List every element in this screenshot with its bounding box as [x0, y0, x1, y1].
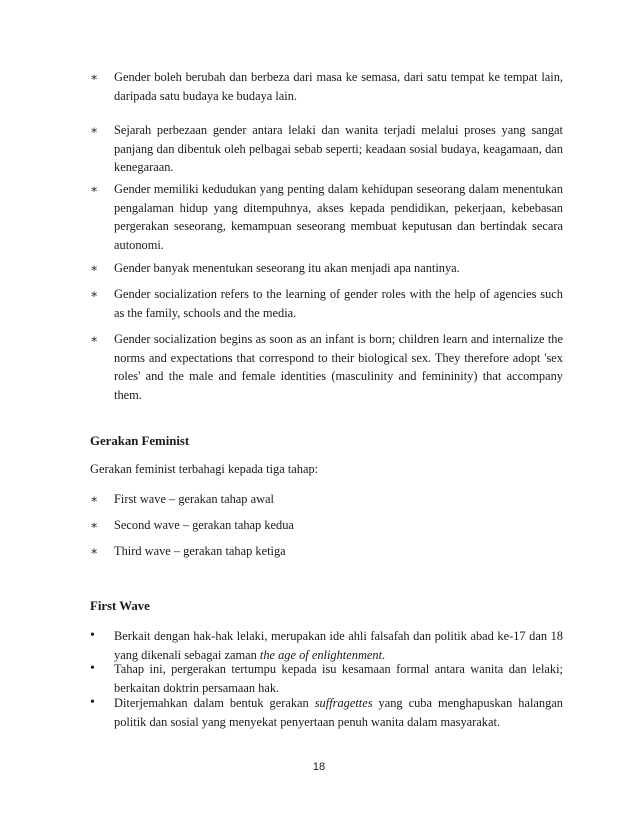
asterisk-bullet-icon: ∗	[90, 123, 99, 137]
list-item-text: Second wave – gerakan tahap kedua	[114, 518, 294, 532]
text-run: Berkait dengan hak-hak lelaki, merupakan ide ahli falsafah dan politik abad ke-17 dan 18 yang dikenali sebagai zaman	[114, 629, 563, 662]
list-item-text	[114, 694, 563, 731]
list-item-text: Gender memiliki kedudukan yang penting dalam kehidupan seseorang dalam menentukan pengalaman hidup yang ditempuhnya, akses kepada pendidikan, pekerjaan, kebebasan pergerakan seseorang, kemampuan seseorang membuat keputusan dan bertindak secara autonomi.	[114, 182, 563, 252]
section-heading: First Wave	[90, 599, 150, 613]
list-item	[90, 490, 563, 509]
asterisk-bullet-icon: ∗	[90, 332, 99, 346]
list-item	[90, 68, 563, 105]
asterisk-bullet-icon: ∗	[90, 544, 99, 558]
asterisk-bullet-icon: ∗	[90, 492, 99, 506]
list-item-text: Tahap ini, pergerakan tertumpu kepada isu kesamaan formal antara wanita dan lelaki; berkaitan doktrin persamaan hak.	[114, 662, 563, 695]
list-item-text	[114, 627, 563, 664]
list-item	[90, 330, 563, 404]
italic-term: suffragettes	[314, 696, 373, 710]
list-item-text: Gender banyak menentukan seseorang itu akan menjadi apa nantinya.	[114, 261, 460, 275]
list-item	[90, 694, 563, 731]
list-item-text: Gender socialization refers to the learning of gender roles with the help of agencies such as the family, schools and the media.	[114, 287, 563, 320]
list-item	[90, 285, 563, 322]
dot-bullet-icon: •	[90, 695, 95, 710]
asterisk-bullet-icon: ∗	[90, 518, 99, 532]
list-item	[90, 660, 563, 697]
asterisk-bullet-icon: ∗	[90, 261, 99, 275]
text-run: yang cuba menghapuskan halangan politik dan sosial yang menyekat penyertaan penuh wanita dalam masyarakat.	[114, 696, 563, 729]
asterisk-bullet-icon: ∗	[90, 182, 99, 196]
intro-paragraph: Gerakan feminist terbahagi kepada tiga tahap:	[90, 462, 319, 476]
italic-term: the age of enlightenment	[259, 647, 383, 662]
asterisk-bullet-icon: ∗	[90, 70, 99, 84]
page-number: 18	[312, 761, 326, 773]
text-run: .	[382, 647, 386, 662]
list-item	[90, 542, 563, 561]
list-item-text: First wave – gerakan tahap awal	[114, 492, 274, 506]
list-item	[90, 121, 563, 177]
dot-bullet-icon: •	[90, 628, 95, 643]
list-item-text: Sejarah perbezaan gender antara lelaki dan wanita terjadi melalui proses yang sangat panjang dan dibentuk oleh pelbagai sebab seperti; keadaan sosial budaya, keagamaan, dan kenegaraan.	[114, 123, 563, 174]
section-heading: Gerakan Feminist	[90, 434, 190, 448]
list-item-text: Third wave – gerakan tahap ketiga	[114, 544, 286, 558]
asterisk-bullet-icon: ∗	[90, 287, 99, 301]
list-item	[90, 516, 563, 535]
list-item	[90, 180, 563, 254]
list-item	[90, 259, 563, 278]
list-item-text: Gender boleh berubah dan berbeza dari masa ke semasa, dari satu tempat ke tempat lain, daripada satu budaya ke budaya lain.	[114, 70, 563, 103]
list-item	[90, 627, 563, 664]
dot-bullet-icon: •	[90, 661, 95, 676]
text-run: Diterjemahkan dalam bentuk gerakan	[114, 696, 315, 710]
list-item-text: Gender socialization begins as soon as an infant is born; children learn and internalize the norms and expectations that correspond to their biological sex. They therefore adopt 'sex roles' and the male and female identities (masculinity and femininity) that accompany them.	[114, 332, 563, 402]
